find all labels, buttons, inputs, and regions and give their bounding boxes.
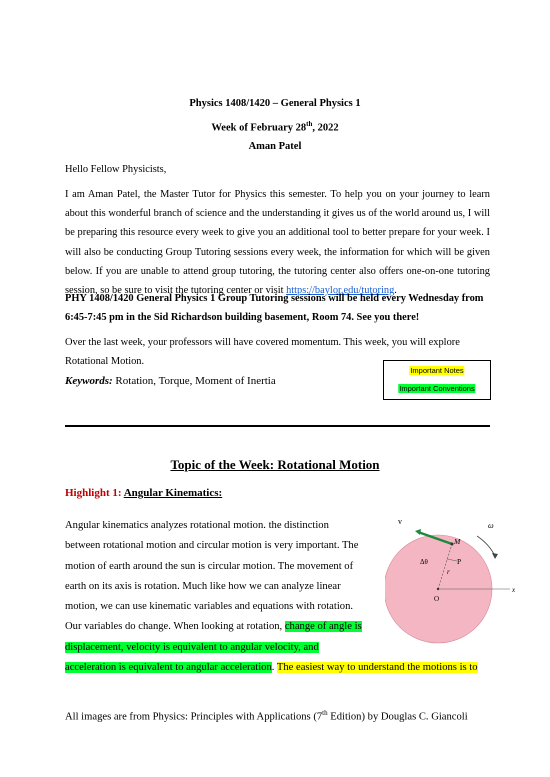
topic-heading: Topic of the Week: Rotational Motion: [170, 457, 380, 472]
intro-paragraph: [65, 185, 490, 300]
r-label: r: [447, 568, 450, 576]
legend-important-notes: Important Notes: [410, 366, 464, 375]
course-title: Physics 1408/1420 – General Physics 1: [189, 98, 361, 109]
legend-important-conventions: Important Conventions: [399, 384, 475, 393]
m-label: M: [454, 537, 461, 546]
greeting: Hello Fellow Physicists,: [65, 164, 167, 175]
v-label: v: [398, 517, 402, 526]
x-label: x: [512, 586, 516, 594]
o-label: O: [434, 595, 440, 603]
velocity-arrowhead: [415, 529, 421, 535]
body-line8-yellow: The easiest way to understand the motions is to: [276, 662, 478, 674]
credit-suffix: Edition) by Douglas C. Giancoli: [327, 711, 468, 723]
body-line7-green: displacement, velocity is equivalent to angular velocity, and: [65, 641, 319, 653]
sessions-info: PHY 1408/1420 General Physics 1 Group Tutoring sessions will be held every Wednesday from 6:45-7:45 pm in the Sid Richardson building basement, Room 74. See you there!: [65, 293, 484, 324]
keywords-label: Keywords:: [65, 375, 113, 387]
point-o: [437, 588, 439, 590]
body-line6-green: change of angle is: [284, 621, 362, 633]
tutoring-link[interactable]: https://baylor.edu/tutoring: [286, 285, 395, 297]
credit-sup: th: [322, 709, 328, 717]
omega-arrowhead: [492, 553, 498, 559]
section-divider: [65, 425, 490, 427]
rotating-disk-figure: [385, 514, 520, 664]
image-credit: [65, 704, 490, 727]
intro-end: .: [394, 285, 397, 297]
omega-arc: [477, 536, 495, 556]
p-label: P: [457, 557, 462, 566]
week-line: [0, 120, 550, 134]
highlight-legend: [383, 360, 491, 400]
author-name: Aman Patel: [248, 141, 302, 152]
highlight-label: Highlight 1:: [65, 487, 122, 499]
intro-text: I am Aman Patel, the Master Tutor for Physics this semester. To help you on your journey to learn about this wonderful branch of science and the understanding it gives us of the world around us, I will be preparing this resource every week to give you an additional tool to better prepare for your week. I will also be conducting Group Tutoring sessions every week, the information for which will be given below. If you are unable to attend group tutoring, the tutoring center also offers one-on-one tutoring session, so be sure to visit the tutoring center or visit: [65, 189, 490, 297]
body-line6-plain: Our variables do change. When looking at rotation,: [65, 621, 285, 633]
body-line: between rotational motion and circular motion is very important. The: [65, 540, 359, 552]
body-line: motion of earth around the sun is circular motion. The movement of: [65, 560, 354, 572]
week-sup: th: [306, 120, 313, 128]
body-line: earth on its axis is rotation. Much like how we can analyze linear: [65, 580, 341, 592]
highlight-heading: [65, 484, 490, 503]
body-line: Angular kinematics analyzes rotational motion. the distinction: [65, 520, 329, 531]
body-line8-plain: .: [271, 662, 277, 674]
credit-prefix: All images are from Physics: Principles with Applications (7: [65, 711, 323, 723]
omega-label: ω: [488, 521, 494, 530]
keywords-text: Rotation, Torque, Moment of Inertia: [112, 375, 276, 387]
highlight-title: Angular Kinematics:: [123, 487, 223, 499]
body-line: motion, we can use kinematic variables and equations with rotation.: [65, 601, 354, 613]
dtheta-label: Δθ: [420, 558, 428, 566]
overview-paragraph: Over the last week, your professors will have covered momentum. This week, you will explore Rotational Motion.: [65, 337, 460, 368]
week-prefix: Week of February 28: [211, 122, 307, 134]
week-suffix: , 2022: [312, 122, 339, 134]
body-line8-green: acceleration is equivalent to angular acceleration: [65, 662, 272, 674]
